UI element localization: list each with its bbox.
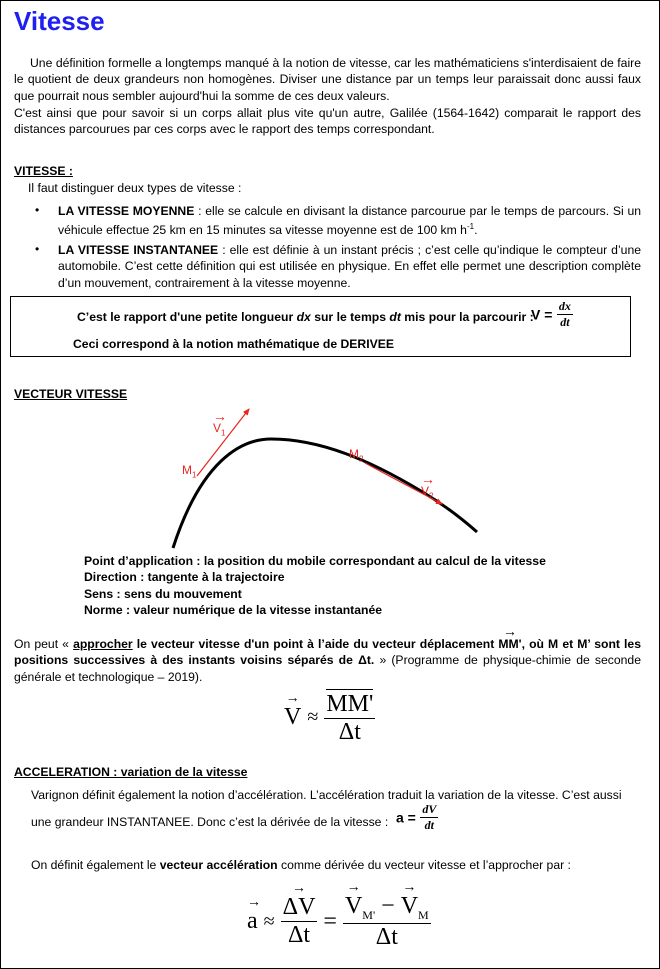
a-formula-denominator: dt xyxy=(424,818,434,832)
acc-text-b: comme dérivée du vecteur vitesse et l’approcher par : xyxy=(277,858,571,872)
m1-label xyxy=(182,463,196,479)
bullet-dot: • xyxy=(35,242,40,256)
acceleration-line-1: Varignon définit également la notion d’accélération. L’accélération traduit la variation de la vitesse. C’est aussi xyxy=(31,788,622,802)
v2-subscript: 2 xyxy=(429,491,434,501)
bullet-vitesse-moyenne xyxy=(58,203,641,239)
difference-denominator: Δt xyxy=(375,923,398,950)
formula-denominator: Δt xyxy=(338,719,361,745)
difference-numerator xyxy=(343,893,431,924)
bullet-1-end: . xyxy=(474,223,478,238)
formula-delta-fraction xyxy=(281,894,318,949)
box-formula xyxy=(531,299,573,330)
m1-subscript: 1 xyxy=(192,470,197,480)
prop-direction: Direction : tangente à la trajectoire xyxy=(84,570,285,584)
a-formula-numerator: dV xyxy=(422,802,437,816)
box-formula-numerator: dx xyxy=(558,299,571,313)
formula-approx: ≈ xyxy=(307,706,319,728)
m2-label xyxy=(349,447,363,463)
bullet-2-label: LA VITESSE INSTANTANEE xyxy=(58,243,219,257)
box-dx: dx xyxy=(296,310,311,324)
bullet-1-exponent: -1 xyxy=(466,222,475,232)
acceleration-heading: ACCELERATION : variation de la vitesse xyxy=(14,765,248,779)
acceleration-vector-line xyxy=(31,857,571,873)
formula-equals: = xyxy=(323,908,337,935)
m2-letter: M xyxy=(349,447,359,461)
trajectory-diagram xyxy=(1,401,660,551)
delta-t-denominator: Δt xyxy=(287,922,311,949)
formula-approx-2: ≈ xyxy=(263,910,275,933)
box-line-1 xyxy=(77,309,534,325)
box-line-2: Ceci correspond à la notion mathématique de DERIVEE xyxy=(73,337,395,351)
quote-source: » (Programme de physique-chimie de seconde générale et technologique – 2019). xyxy=(14,653,641,684)
prop-sens: Sens : sens du mouvement xyxy=(84,587,242,601)
acceleration-approx-formula xyxy=(247,893,431,951)
bullet-vitesse-instantanee xyxy=(58,242,641,291)
prop-point-application: Point d’application : la position du mobile correspondant au calcul de la vitesse xyxy=(84,554,546,568)
bullet-1-text: : elle se calcule en divisant la distance parcourue par le temps de parcours. Si un véhicule effectue 25 km en 15 minutes sa vitesse moyenne est de 100 km h xyxy=(58,204,641,238)
quote-mm-vector: → MM' xyxy=(498,636,521,652)
programme-quote xyxy=(14,636,641,685)
difference-minus: − xyxy=(375,893,401,919)
bullet-1-label: LA VITESSE MOYENNE xyxy=(58,204,195,218)
box-formula-denominator: dt xyxy=(560,315,570,329)
v-m-vector: → V xyxy=(401,893,418,920)
quote-bold-text: le vecteur vitesse d'un point à l’aide du vecteur déplacement xyxy=(132,637,499,651)
formula-difference-fraction xyxy=(343,893,431,951)
box-text-b: sur le temps xyxy=(310,310,390,324)
intro-paragraph-1: Une définition formelle a longtemps manqué à la notion de vitesse, car les mathématiciens s'interdisaient de faire le quotient de deux grandeurs non homogènes. Diviser une distance par un temps leur paraissait donc aussi faux que pourrait nous sembler aujourd'hui la somme de ces deux valeurs. xyxy=(14,56,641,103)
formula-v-vector: → V xyxy=(284,704,301,731)
page-title: Vitesse xyxy=(14,6,105,36)
box-text-a: C’est le rapport d'une petite longueur xyxy=(77,310,297,324)
acc-text-bold: vecteur accélération xyxy=(159,858,278,872)
formula-numerator xyxy=(324,689,375,719)
vitesse-heading: VITESSE : xyxy=(14,164,73,178)
bullet-2-text: : elle est définie à un instant précis ; c’est celle qu’indique le compteur d’une automobile. C’est cette définition qui est utilisée en physique. En effet elle permet une description complète d’un mouvement, contrairement à la vitesse moyenne. xyxy=(58,243,642,290)
acc-text-a: On définit également le xyxy=(31,858,160,872)
vecteur-vitesse-heading: VECTEUR VITESSE xyxy=(14,387,128,401)
bullet-dot: • xyxy=(35,203,40,217)
quote-bold-end: , où M et M’ sont les positions successives à des instants voisins séparés de Δt. xyxy=(14,637,641,668)
delta-v-vector: → ΔV xyxy=(283,894,316,921)
v2-label xyxy=(421,484,433,500)
v1-subscript: 1 xyxy=(221,428,226,438)
quote-approcher: approcher xyxy=(73,637,133,651)
vitesse-lead: Il faut distinguer deux types de vitesse : xyxy=(28,181,242,195)
intro-paragraph-2: C'est ainsi que pour savoir si un corps allait plus vite qu'un autre, Galilée (1564-1642) comparait le rapport des distances parcourues par ces corps avec le rapport des temps correspondant. xyxy=(14,106,641,137)
a-formula-lhs: a = xyxy=(396,809,416,826)
v2-letter: → V xyxy=(421,484,429,498)
delta-v-numerator xyxy=(281,894,318,922)
v-m-prime-vector: → V xyxy=(345,893,362,920)
box-dt: dt xyxy=(389,310,401,324)
velocity-approx-formula xyxy=(284,689,375,746)
box-formula-lhs: V = xyxy=(531,306,553,323)
v-m-prime-subscript: M' xyxy=(362,907,376,922)
prop-norme: Norme : valeur numérique de la vitesse instantanée xyxy=(84,603,383,617)
box-formula-fraction xyxy=(557,299,573,330)
formula-mm-vector: MM' xyxy=(326,691,374,717)
definition-box xyxy=(10,296,631,357)
formula-a-vector: → a xyxy=(247,908,258,935)
m1-letter: M xyxy=(182,463,192,477)
quote-open: On peut « xyxy=(14,637,74,651)
acceleration-derivative-formula xyxy=(396,802,438,833)
formula-fraction xyxy=(324,689,375,746)
box-text-c: mis pour la parcourir : xyxy=(400,310,534,324)
v1-letter: → V xyxy=(213,421,221,435)
acceleration-line-2: une grandeur INSTANTANEE. Donc c’est la dérivée de la vitesse : xyxy=(31,815,389,829)
v1-label xyxy=(213,421,225,437)
m2-subscript: 2 xyxy=(359,454,364,464)
v-m-subscript: M xyxy=(418,907,429,922)
a-formula-fraction xyxy=(420,802,438,833)
